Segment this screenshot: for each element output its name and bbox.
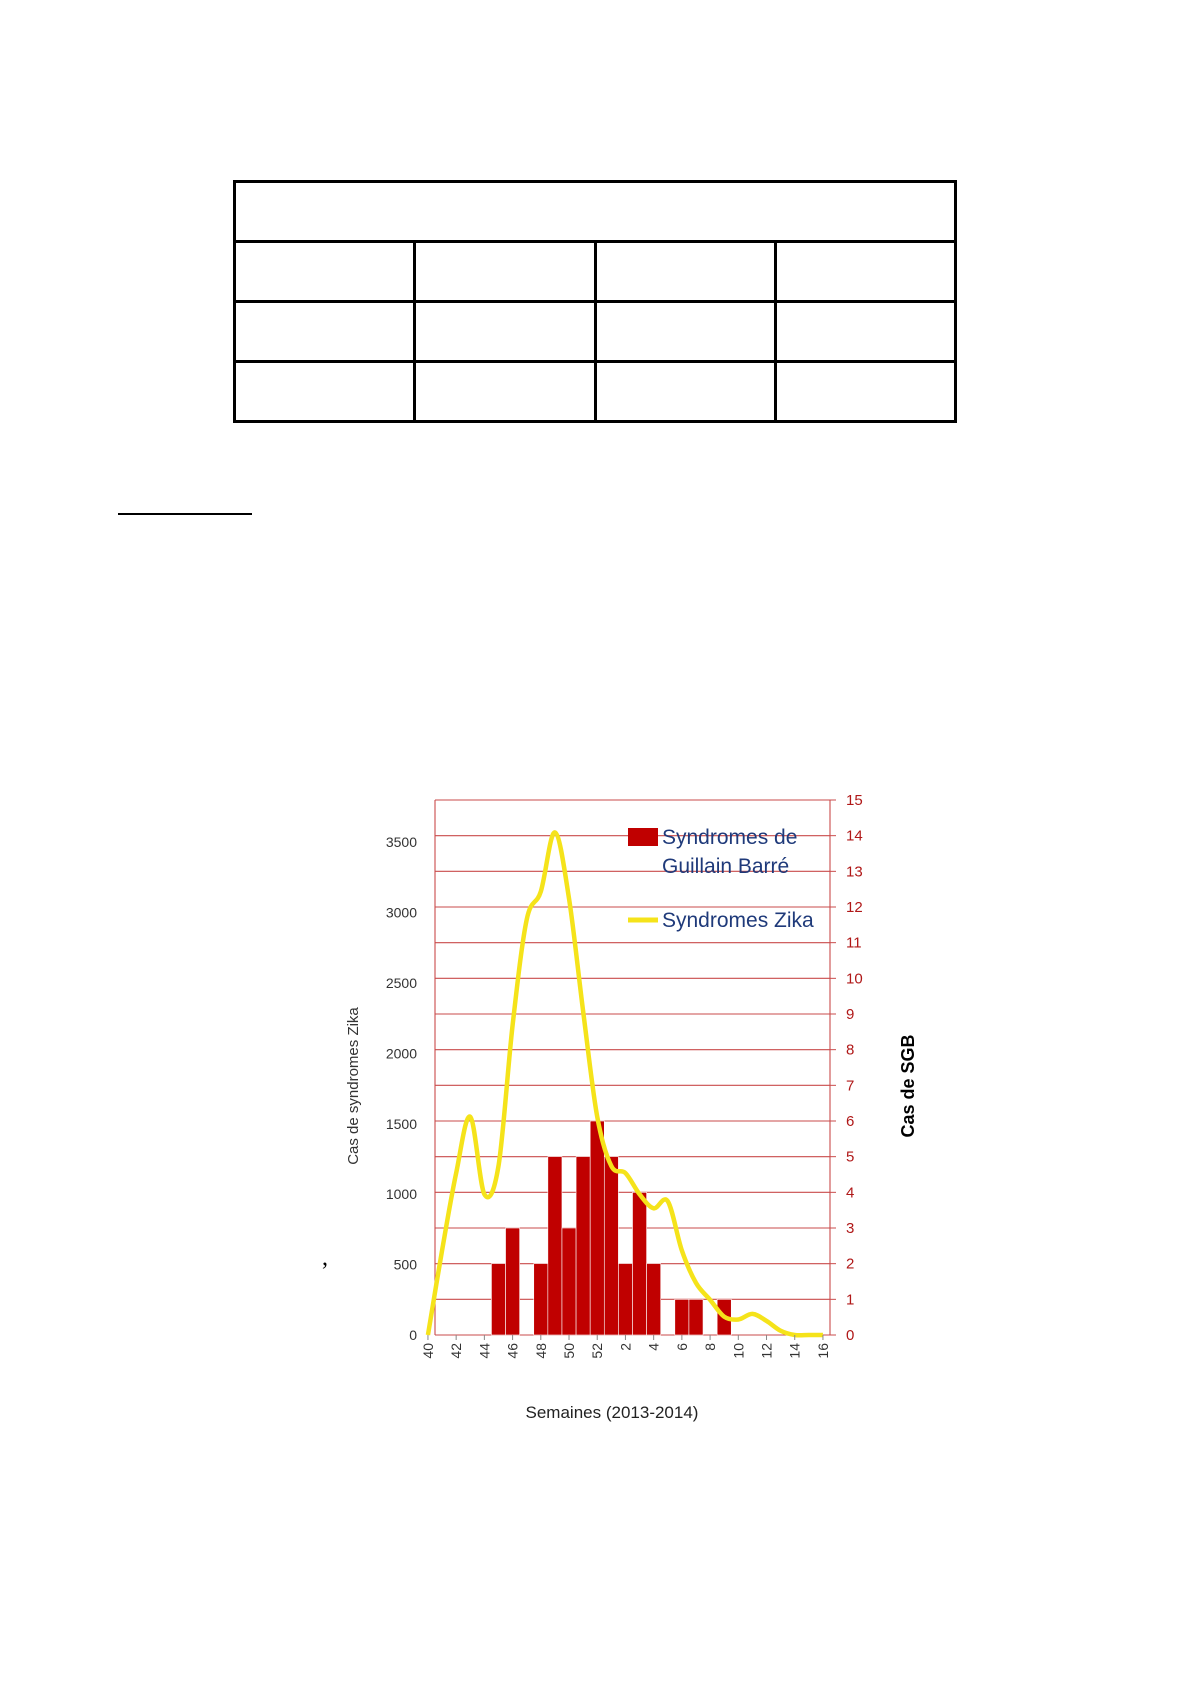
x-tick-label: 2 [617,1343,634,1351]
y2-tick-label: 4 [846,1184,855,1202]
x-axis [420,1335,831,1359]
table-cell [235,242,415,302]
right-axis [830,792,863,1344]
table-cell [415,362,595,422]
x-tick-label: 16 [814,1343,831,1359]
table-cell [775,242,955,302]
y-tick-label: 3000 [385,904,417,921]
x-tick-label: 50 [561,1343,578,1359]
table-cell [595,302,775,362]
table-cell [775,302,955,362]
y2-tick-label: 12 [846,899,863,916]
legend-swatch-sgb [628,828,658,846]
left-axis [386,834,417,1343]
y-tick-label: 1500 [385,1115,417,1132]
y2-axis-title: Cas de SGB [898,1034,918,1138]
x-tick-label: 12 [758,1343,775,1359]
x-axis-title: Semaines (2013-2014) [525,1403,699,1422]
sgb-bar [633,1192,647,1335]
table-cell [415,302,595,362]
y-axis-title: Cas de syndromes Zika [345,1007,362,1165]
sgb-bar [506,1228,520,1335]
x-tick-label: 46 [504,1343,521,1359]
y2-tick-label: 3 [846,1220,855,1237]
sgb-bar [576,1157,590,1335]
table-row [235,362,956,422]
y-tick-label: 2000 [385,1045,417,1062]
table-cell [775,362,955,422]
x-tick-label: 14 [786,1343,803,1359]
x-tick-label: 10 [730,1343,747,1359]
sgb-bar [604,1157,618,1335]
y2-tick-label: 9 [846,1006,855,1023]
y-tick-label: 0 [409,1327,417,1343]
table-cell [235,302,415,362]
x-tick-label: 42 [448,1343,465,1359]
zika-line-path [428,832,823,1335]
zika-line [428,832,823,1335]
legend [628,826,814,932]
y2-tick-label: 7 [846,1077,855,1095]
empty-table [233,180,957,423]
y2-tick-label: 14 [846,827,863,845]
sgb-bar [675,1299,689,1335]
x-tick-label: 52 [589,1343,606,1359]
sgb-bar [689,1299,703,1335]
y2-tick-label: 1 [846,1291,855,1309]
y2-tick-label: 10 [846,970,863,988]
x-tick-label: 4 [645,1343,662,1351]
sgb-bar [590,1121,604,1335]
y2-tick-label: 15 [846,792,863,809]
epidemic-chart [330,770,930,1440]
table-cell [415,242,595,302]
table-cell [595,242,775,302]
legend-label-zika: Syndromes Zika [662,909,814,932]
y2-tick-label: 0 [846,1327,855,1344]
y2-tick-label: 11 [846,934,862,952]
legend-label-sgb-line2: Guillain Barré [662,855,790,878]
table-header-cell [235,182,956,242]
legend-label-sgb-line1: Syndromes de [662,826,798,849]
table-header-row [235,182,956,242]
sgb-bar [647,1264,661,1335]
y2-tick-label: 2 [846,1255,855,1273]
y2-tick-label: 13 [846,863,863,881]
sgb-bar [548,1157,562,1335]
table-cell [595,362,775,422]
table-row [235,302,956,362]
sgb-bar [618,1264,632,1335]
x-tick-label: 44 [476,1343,493,1359]
x-tick-label: 48 [532,1343,549,1359]
sgb-bar [562,1228,576,1335]
y-tick-label: 500 [393,1256,417,1273]
stray-comma: , [322,1245,328,1271]
y-tick-label: 3500 [385,834,417,851]
y-tick-label: 1000 [385,1186,417,1203]
x-tick-label: 8 [702,1343,719,1351]
y2-tick-label: 6 [846,1113,855,1130]
table-cell [235,362,415,422]
table-row [235,242,956,302]
y2-tick-label: 5 [846,1148,855,1166]
x-tick-label: 6 [673,1343,690,1351]
sgb-bar [491,1264,505,1335]
underline-rule [118,513,252,515]
x-tick-label: 40 [419,1343,436,1359]
sgb-bar [534,1264,548,1335]
y-tick-label: 2500 [385,975,417,992]
y2-tick-label: 8 [846,1041,855,1059]
